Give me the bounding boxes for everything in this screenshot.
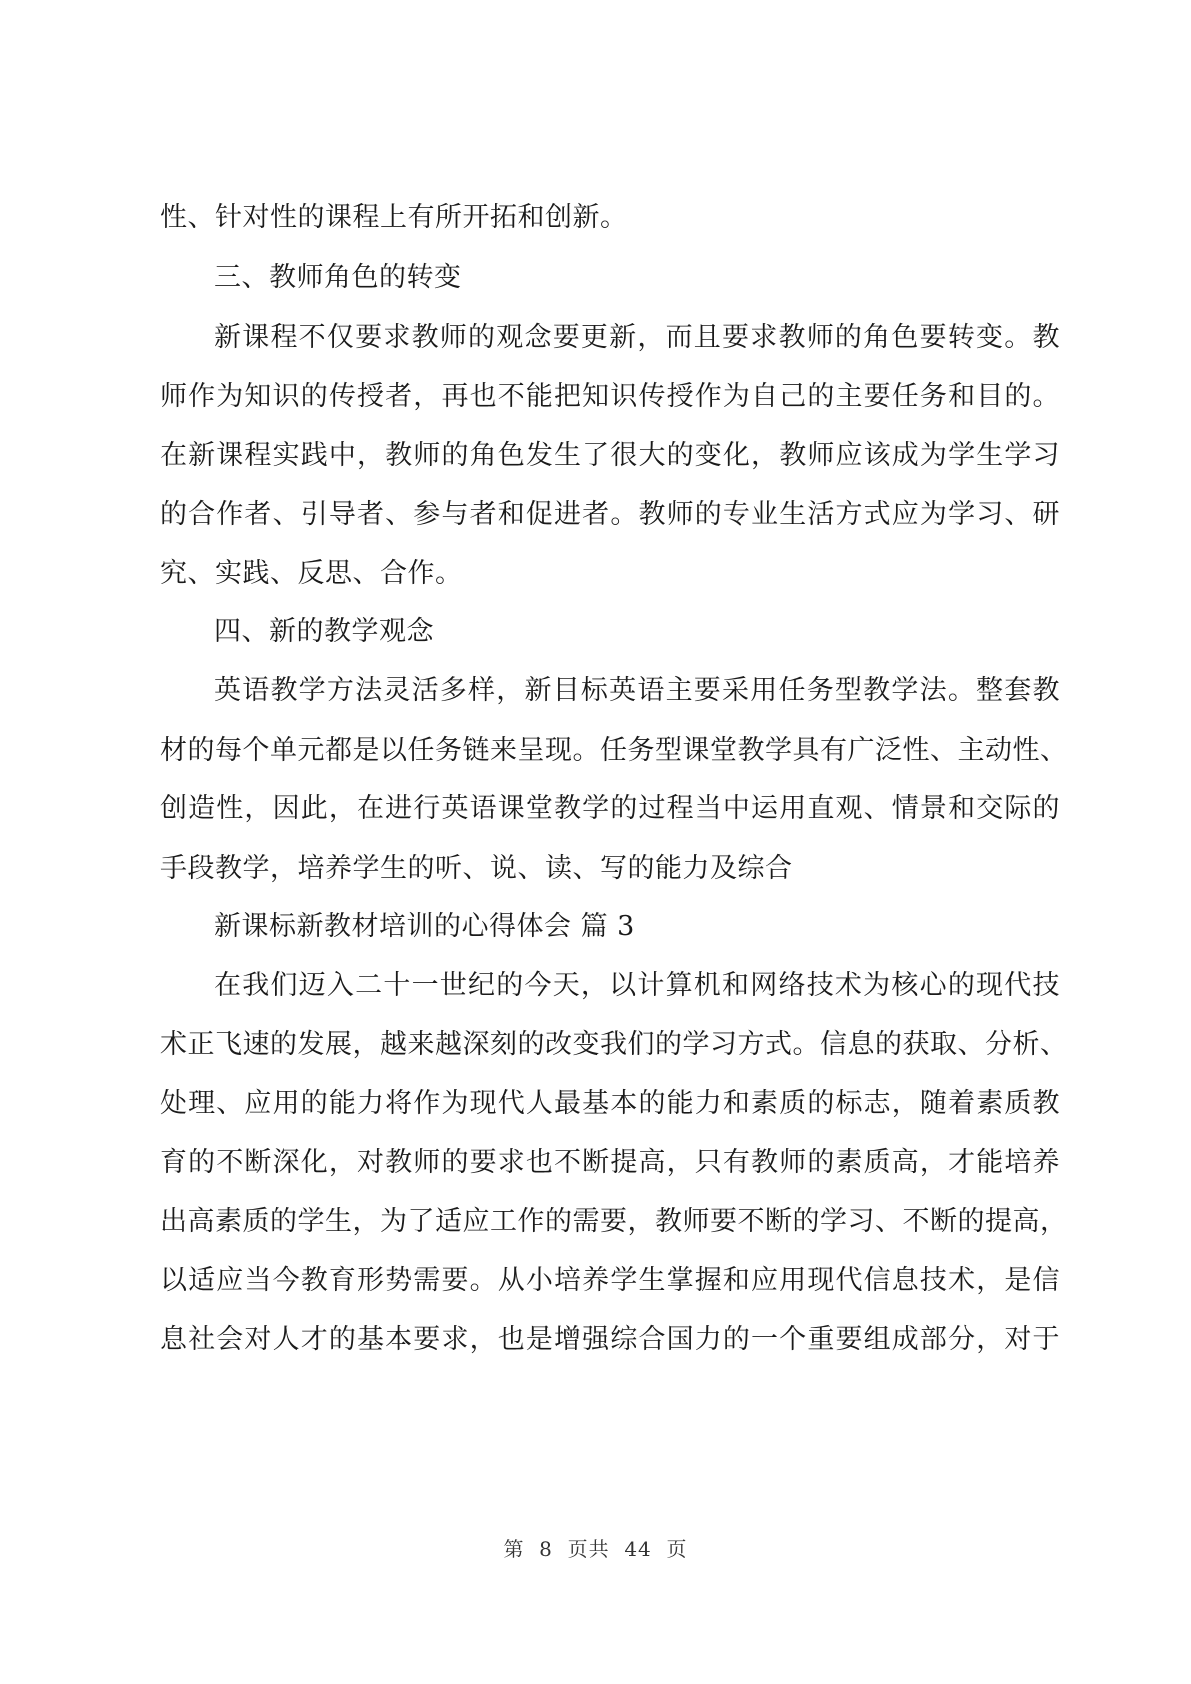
paragraph-line: 创造性，因此，在进行英语课堂教学的过程当中运用直观、情景和交际的: [160, 793, 1060, 824]
paragraph-line: 处理、应用的能力将作为现代人最基本的能力和素质的标志，随着素质教: [160, 1088, 1060, 1119]
paragraph-line: 师作为知识的传授者，再也不能把知识传授作为自己的主要任务和目的。: [160, 381, 1060, 412]
paragraph-line: 性、针对性的课程上有所开拓和创新。: [160, 202, 628, 233]
paragraph-line: 在新课程实践中，教师的角色发生了很大的变化，教师应该成为学生学习: [160, 440, 1060, 471]
section-heading: 四、新的教学观念: [214, 616, 434, 647]
paragraph-line: 以适应当今教育形势需要。从小培养学生掌握和应用现代信息技术，是信: [160, 1265, 1060, 1296]
paragraph-line: 术正飞速的发展，越来越深刻的改变我们的学习方式。信息的获取、分析、: [160, 1029, 1068, 1060]
paragraph-line: 新课程不仅要求教师的观念要更新，而且要求教师的角色要转变。教: [214, 322, 1060, 353]
article-title: 新课标新教材培训的心得体会 篇 3: [214, 911, 635, 942]
paragraph-line: 的合作者、引导者、参与者和促进者。教师的专业生活方式应为学习、研: [160, 499, 1060, 530]
paragraph-line: 英语教学方法灵活多样，新目标英语主要采用任务型教学法。整套教: [214, 675, 1060, 706]
page-number-footer: [0, 1535, 1191, 1563]
paragraph-line: 育的不断深化，对教师的要求也不断提高，只有教师的素质高，才能培养: [160, 1147, 1060, 1178]
page-number-text: 第 8 页共 44 页: [503, 1537, 688, 1561]
paragraph-line: 材的每个单元都是以任务链来呈现。任务型课堂教学具有广泛性、主动性、: [160, 735, 1068, 766]
section-heading: 三、教师角色的转变: [214, 262, 462, 293]
paragraph-line: 出高素质的学生，为了适应工作的需要，教师要不断的学习、不断的提高，: [160, 1206, 1068, 1237]
paragraph-line: 手段教学，培养学生的听、说、读、写的能力及综合: [160, 853, 793, 884]
paragraph-line: 息社会对人才的基本要求，也是增强综合国力的一个重要组成部分，对于: [160, 1324, 1060, 1355]
paragraph-line: 究、实践、反思、合作。: [160, 558, 463, 589]
paragraph-line: 在我们迈入二十一世纪的今天，以计算机和网络技术为核心的现代技: [214, 970, 1060, 1001]
